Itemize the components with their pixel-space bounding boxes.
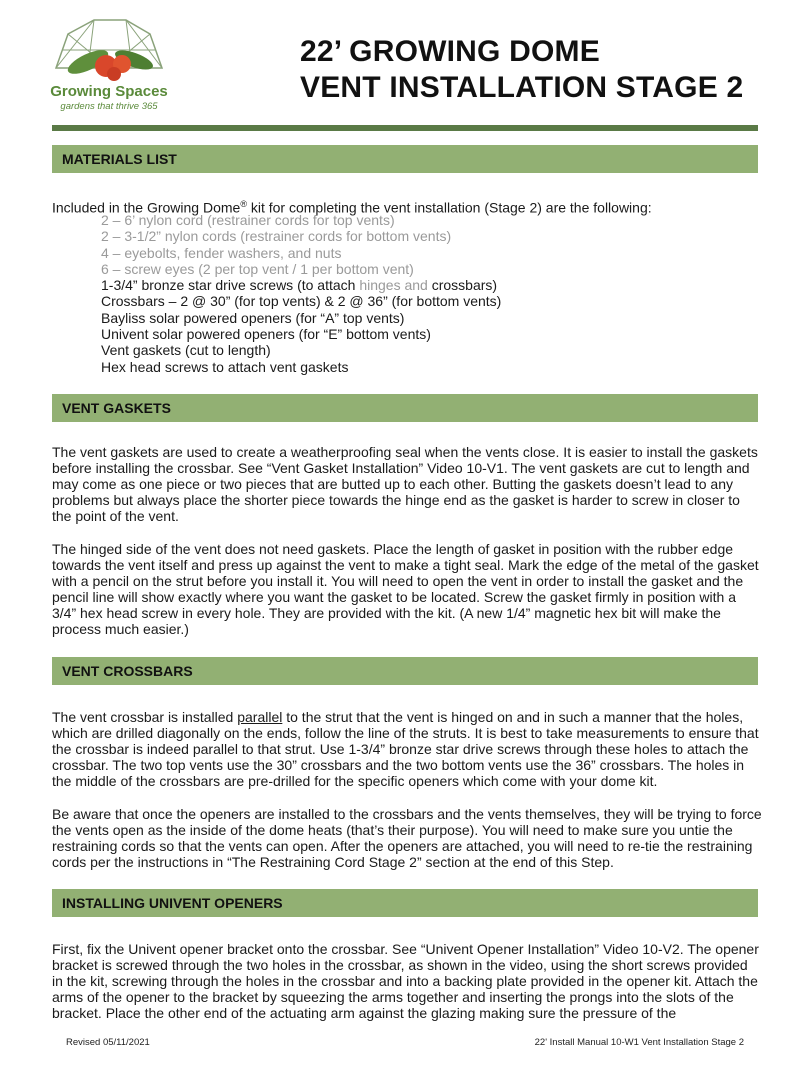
crossbars-paragraph-1 <box>52 709 762 789</box>
list-item: Crossbars – 2 @ 30” (for top vents) & 2 @ 36” (for bottom vents) <box>101 293 502 310</box>
page-title <box>300 34 743 106</box>
section-header-materials: MATERIALS LIST <box>52 145 758 173</box>
growing-spaces-logo <box>48 16 170 116</box>
footer-revised: Revised 05/11/2021 <box>66 1037 150 1048</box>
paragraph-text: to the strut that the vent is hinged on and in such a manner that the holes, which are drilled diagonally on the ends, follow the line of the struts. It is best to take measurements to ensure that the crossbar is indeed parallel to that strut. Use 1-3/4” bronze star drive screws through these holes to attach the crossbar. The two top vents use the 30” crossbars and the two bottom vents use the 36” crossbars. The holes in the middle of the crossbars are pre-drilled for the specific openers which come with your dome kit. <box>52 709 759 789</box>
gaskets-paragraph-1 <box>52 444 762 524</box>
materials-intro-a: Included in the Growing Dome <box>52 199 241 216</box>
list-item: 4 – eyebolts, fender washers, and nuts <box>101 244 342 261</box>
logo-tagline: gardens that thrive 365 <box>60 101 158 112</box>
materials-list <box>101 212 501 375</box>
list-item: Univent solar powered openers (for “E” bottom vents) <box>101 326 431 343</box>
list-item-part: crossbars) <box>431 277 498 294</box>
footer-manual-ref: 22' Install Manual 10-W1 Vent Installation Stage 2 <box>534 1037 744 1048</box>
list-item-part-muted: hinges and <box>359 277 432 294</box>
paragraph-text: The vent gaskets are used to create a weatherproofing seal when the vents close. It is easier to install the gaskets before installing the crossbar. See “Vent Gasket Installation” Video 10-V1. The vent gaskets are cut to length and may come as one piece or two pieces that are butted up to each other. Butting the gaskets doesn’t lead to any problems but always place the shorter piece towards the hinge end as the gasket is harder to screw in closer to the point of the vent. <box>52 444 758 524</box>
materials-intro-b: kit for completing the vent installation (Stage 2) are the following: <box>246 199 652 216</box>
list-item: Vent gaskets (cut to length) <box>101 342 271 359</box>
list-item: 6 – screw eyes (2 per top vent / 1 per bottom vent) <box>101 260 414 277</box>
list-item: Bayliss solar powered openers (for “A” top vents) <box>101 309 405 326</box>
logo-brand: Growing Spaces <box>50 83 168 100</box>
underlined-term: parallel <box>237 709 283 725</box>
section-header-univent: INSTALLING UNIVENT OPENERS <box>52 889 758 917</box>
section-header-gaskets: VENT GASKETS <box>52 394 758 422</box>
header-divider <box>52 125 758 131</box>
list-item: 2 – 3-1/2” nylon cords (restrainer cords for bottom vents) <box>101 228 452 245</box>
list-item-part: 1-3/4” bronze star drive screws (to attach <box>101 277 360 294</box>
univent-paragraph-1 <box>52 941 762 1021</box>
title-line-2: VENT INSTALLATION STAGE 2 <box>300 71 744 104</box>
paragraph-text: First, fix the Univent opener bracket onto the crossbar. See “Univent Opener Installation” Video 10-V2. The opener bracket is screwed through the two holes in the crossbar, as shown in the video, using the short screws provided in the kit, screwing through the holes in the crossbar and into a backing plate provided in the opener kit. Attach the arms of the opener to the bracket by squeezing the arms together and inserting the prongs into the slots of the bracket. Place the other end of the actuating arm against the glazing making sure the pressure of the <box>52 941 759 1021</box>
paragraph-text: The hinged side of the vent does not need gaskets. Place the length of gasket in position with the rubber edge towards the vent itself and press up against the vent to make a tight seal. Mark the edge of the metal of the gasket with a pencil on the strut before you install it. You will need to open the vent in order to install the gasket and the pencil line will show exactly where you want the gasket to be located. Screw the gasket firmly in position with a 3/4” hex head screw in every hole. They are provided with the kit. (A new 1/4” magnetic hex bit will make the process much easier.) <box>52 541 759 637</box>
title-line-1: 22’ GROWING DOME <box>300 35 600 68</box>
section-header-crossbars: VENT CROSSBARS <box>52 657 758 685</box>
gaskets-paragraph-2 <box>52 541 762 637</box>
list-item <box>101 277 501 293</box>
list-item: 2 – 6’ nylon cord (restrainer cords for top vents) <box>101 212 395 228</box>
paragraph-text: Be aware that once the openers are installed to the crossbars and the vents themselves, they will be trying to force the vents open as the inside of the dome heats (that’s their purpose). You will need to make sure you untie the restraining cords so that the vents can open. After the openers are attached, you will need to re-tie the restraining cords per the instructions in “The Restraining Cord Stage 2” section at the end of this Step. <box>52 806 762 870</box>
crossbars-paragraph-2 <box>52 806 762 870</box>
paragraph-text: The vent crossbar is installed <box>52 709 238 725</box>
registered-mark: ® <box>240 199 247 209</box>
list-item: Hex head screws to attach vent gaskets <box>101 358 349 375</box>
